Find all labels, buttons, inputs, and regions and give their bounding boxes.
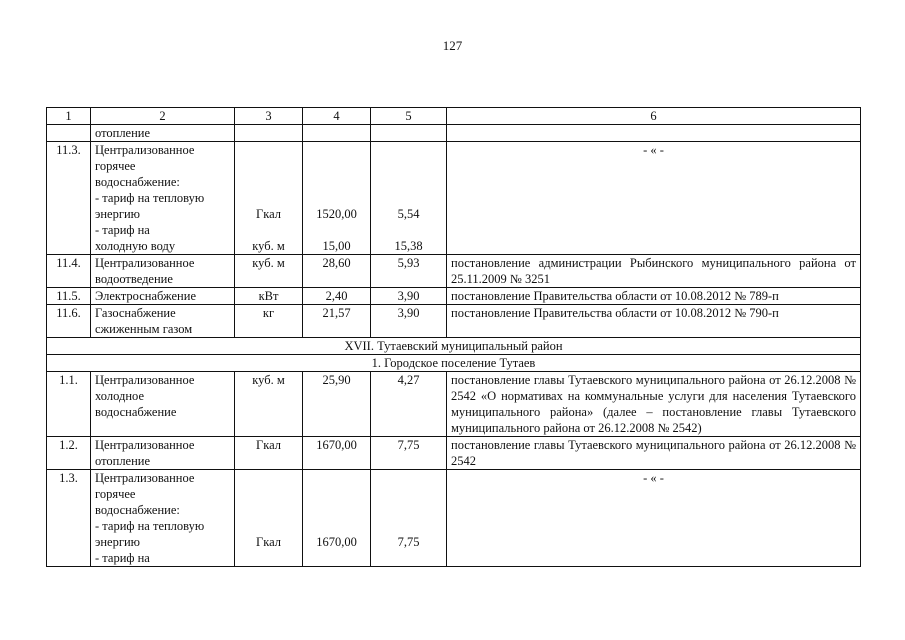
document-reference: постановление администрации Рыбинского муниципального района от 25.11.2009 № 3251 [447, 255, 861, 288]
tariff-value: 3,90 [371, 288, 447, 305]
row-number: 11.5. [47, 288, 91, 305]
service-name: Централизованное холодное водоснабжение [91, 372, 235, 437]
unit-cell: куб. м [235, 372, 303, 437]
header-cell: 2 [91, 108, 235, 125]
service-name: Электроснабжение [91, 288, 235, 305]
unit-cell: Гкал куб. м [235, 142, 303, 255]
row-number: 11.4. [47, 255, 91, 288]
tariff-value: 7,75 [371, 470, 447, 567]
service-name: Газоснабжение сжиженным газом [91, 305, 235, 338]
table-row [47, 305, 861, 338]
tariff-value: 4,27 [371, 372, 447, 437]
table-row [47, 372, 861, 437]
tariff-value: 3,90 [371, 305, 447, 338]
table-row [47, 470, 861, 567]
service-name: Централизованное горячее водоснабжение: - тариф на тепловую энергию - тариф на [91, 470, 235, 567]
document-reference: - « - [447, 142, 861, 255]
page-number: 127 [442, 38, 463, 53]
header-cell: 3 [235, 108, 303, 125]
tariff-value: 5,54 15,38 [371, 142, 447, 255]
subsection-title: 1. Городское поселение Тутаев [47, 355, 861, 372]
document-reference: постановление главы Тутаевского муниципального района от 26.12.2008 № 2542 «О нормативах на коммунальные услуги для населения Тутаевского муниципального района» (далее – постановление главы Тутаевского муниципального района от 26.12.2008 № 2542) [447, 372, 861, 437]
section-row [47, 338, 861, 355]
table-header-row [47, 108, 861, 125]
norm-value: 25,90 [303, 372, 371, 437]
subsection-row [47, 355, 861, 372]
document-reference: постановление Правительства области от 10.08.2012 № 790-п [447, 305, 861, 338]
header-cell: 4 [303, 108, 371, 125]
norm-value: 21,57 [303, 305, 371, 338]
table-row [47, 288, 861, 305]
document-reference: постановление Правительства области от 10.08.2012 № 789-п [447, 288, 861, 305]
tariff-value: 7,75 [371, 437, 447, 470]
row-number: 1.3. [47, 470, 91, 567]
document-reference: постановление главы Тутаевского муниципального района от 26.12.2008 № 2542 [447, 437, 861, 470]
table-row [47, 142, 861, 255]
row-number: 1.1. [47, 372, 91, 437]
service-name: Централизованное водоотведение [91, 255, 235, 288]
tariff-value: 5,93 [371, 255, 447, 288]
table-row [47, 437, 861, 470]
service-name: Централизованное отопление [91, 437, 235, 470]
norm-value: 2,40 [303, 288, 371, 305]
unit-cell: Гкал [235, 437, 303, 470]
norm-value: 1520,00 15,00 [303, 142, 371, 255]
norm-value: 1670,00 [303, 470, 371, 567]
header-cell: 5 [371, 108, 447, 125]
service-name: отопление [91, 125, 235, 142]
service-name: Централизованное горячее водоснабжение: - тариф на тепловую энергию - тариф на холодную воду [91, 142, 235, 255]
section-title: XVII. Тутаевский муниципальный район [47, 338, 861, 355]
row-number: 11.3. [47, 142, 91, 255]
norm-value: 1670,00 [303, 437, 371, 470]
unit-cell: куб. м [235, 255, 303, 288]
unit-cell: кВт [235, 288, 303, 305]
row-number: 11.6. [47, 305, 91, 338]
table-row [47, 255, 861, 288]
table-row [47, 125, 861, 142]
row-number: 1.2. [47, 437, 91, 470]
tariff-table [46, 107, 861, 567]
unit-cell: Гкал [235, 470, 303, 567]
header-cell: 1 [47, 108, 91, 125]
header-cell: 6 [447, 108, 861, 125]
norm-value: 28,60 [303, 255, 371, 288]
unit-cell: кг [235, 305, 303, 338]
document-reference: - « - [447, 470, 861, 567]
